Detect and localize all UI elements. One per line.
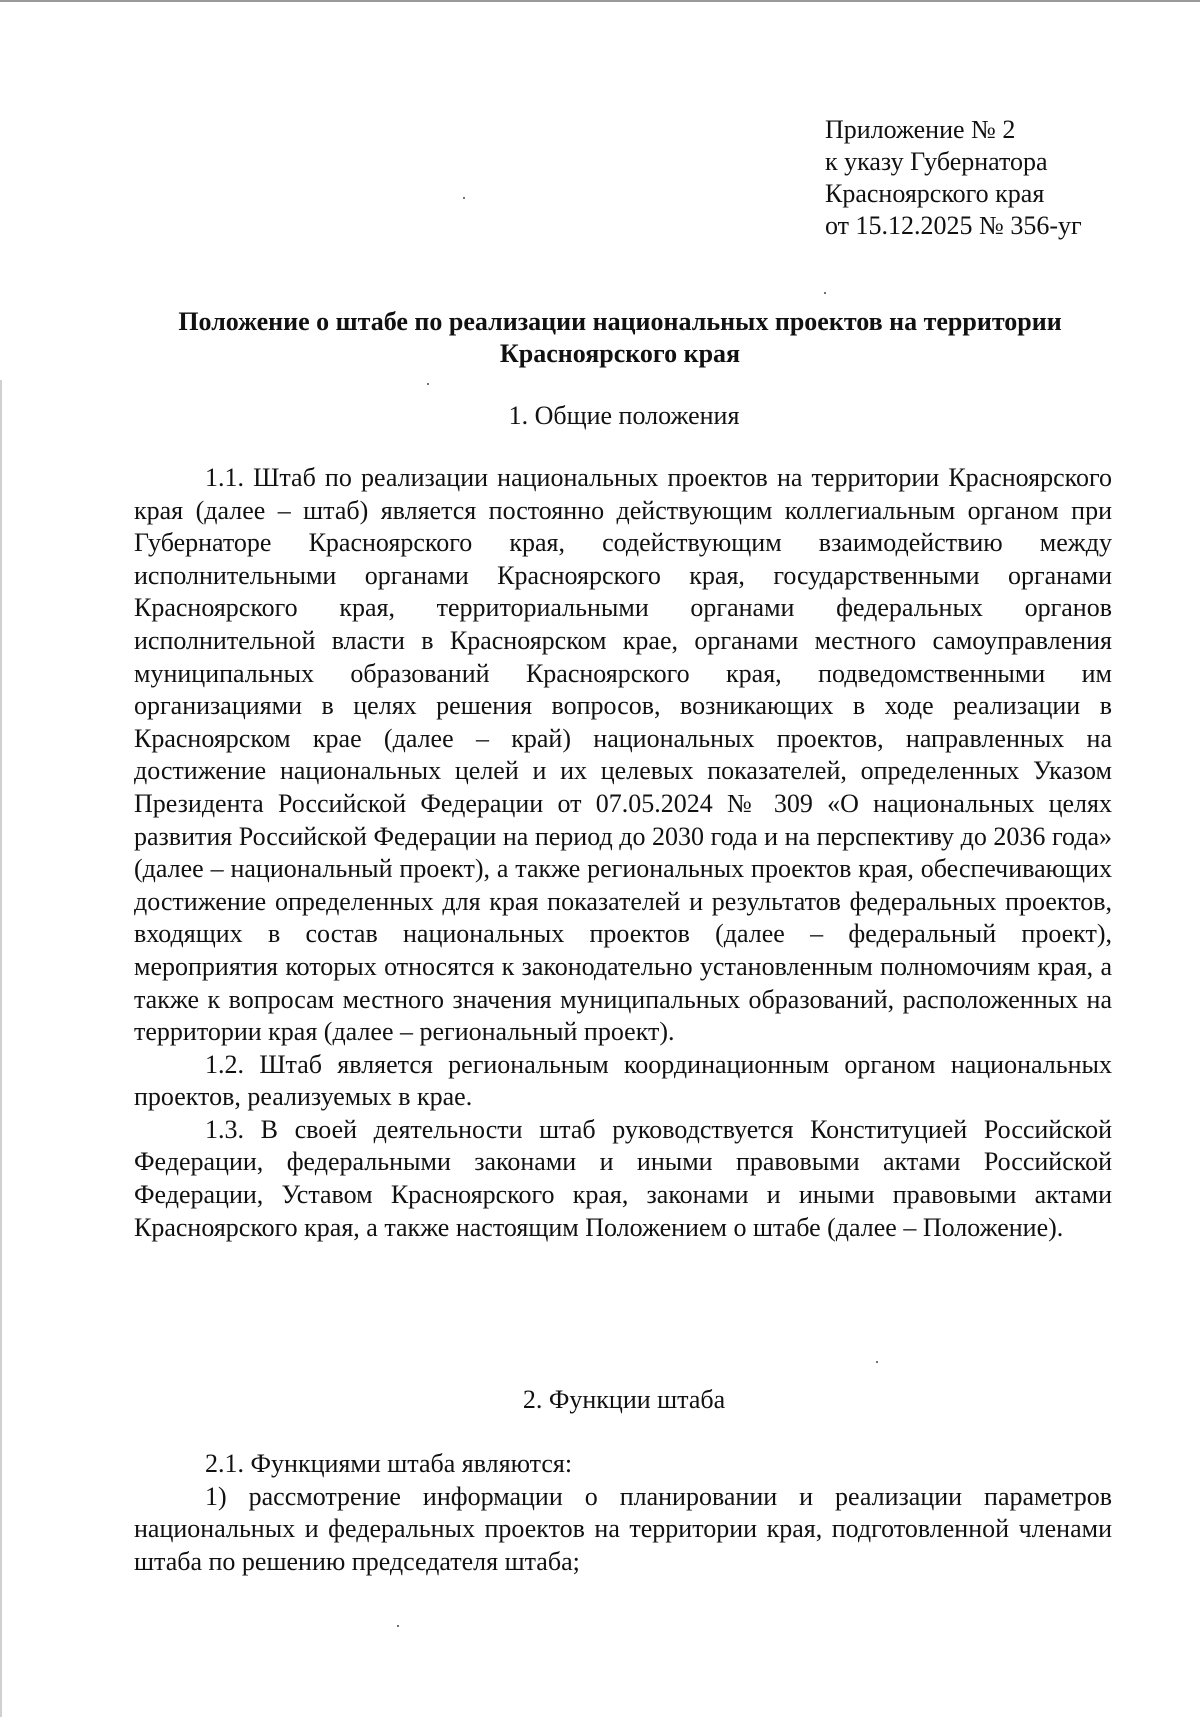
paragraph-1-2: 1.2. Штаб является региональным координационным органом национальных проектов, реализуемых в крае. xyxy=(134,1049,1112,1112)
section-body-functions xyxy=(134,1448,1112,1578)
paragraph-2-1-item-1: 1) рассмотрение информации о планировании и реализации параметров национальных и федеральных проектов на территории края, подготовленной членами штаба по решению председателя штаба; xyxy=(134,1481,1112,1576)
paragraph-1-1: 1.1. Штаб по реализации национальных проектов на территории Красноярского края (далее – штаб) является постоянно действующим коллегиальным органом при Губернаторе Красноярского края, содействующим взаимодействию между исполнительными органами Красноярского края, государственными органами Красноярского края, территориальными органами федеральных органов исполнительной власти в Красноярском крае, органами местного самоуправления муниципальных образований Красноярского края, подведомственными им организациями в целях решения вопросов, возникающих в ходе реализации в Красноярском крае (далее – край) национальных проектов, направленных на достижение национальных целей и их целевых показателей, определенных Указом Президента Российской Федерации от 07.05.2024 № 309 «О национальных целях развития Российской Федерации на период до 2030 года и на перспективу до 2036 года» (далее – национальный проект), а также региональных проектов края, обеспечивающих достижение определенных для края показателей и результатов федеральных проектов, входящих в состав национальных проектов (далее – федеральный проект), мероприятия которых относятся к законодательно установленным полномочиям края, а также к вопросам местного значения муниципальных образований, расположенных на территории края (далее – региональный проект). xyxy=(134,463,1112,1047)
scan-left-edge xyxy=(0,380,2,1717)
appendix-reference xyxy=(825,114,1165,242)
scan-speck xyxy=(427,383,429,385)
appendix-region: Красноярского края xyxy=(825,179,1045,208)
document-title-line-2: Красноярского края xyxy=(499,339,741,368)
scan-speck xyxy=(824,292,826,294)
appendix-decree-ref: к указу Губернатора xyxy=(825,147,1048,176)
scan-speck xyxy=(397,1625,399,1627)
section-body-general xyxy=(134,462,1112,1244)
paragraph-2-1: 2.1. Функциями штаба являются: xyxy=(205,1449,573,1478)
scan-top-edge xyxy=(0,0,1200,2)
section-heading-general: 1. Общие положения xyxy=(508,401,740,430)
paragraph-1-3: 1.3. В своей деятельности штаб руководствуется Конституцией Российской Федерации, федеральными законами и иными правовыми актами Российской Федерации, Уставом Красноярского края, законами и иными правовыми актами Красноярского края, а также настоящим Положением о штабе (далее – Положение). xyxy=(134,1114,1112,1242)
section-heading-functions: 2. Функции штаба xyxy=(522,1385,726,1414)
appendix-date-number: от 15.12.2025 № 356-уг xyxy=(825,211,1082,240)
appendix-number: Приложение № 2 xyxy=(825,115,1016,144)
document-title-line-1: Положение о штабе по реализации национальных проектов на территории xyxy=(178,307,1062,336)
scan-speck xyxy=(876,1361,878,1363)
scan-speck xyxy=(463,197,465,199)
document-title xyxy=(130,306,1110,370)
